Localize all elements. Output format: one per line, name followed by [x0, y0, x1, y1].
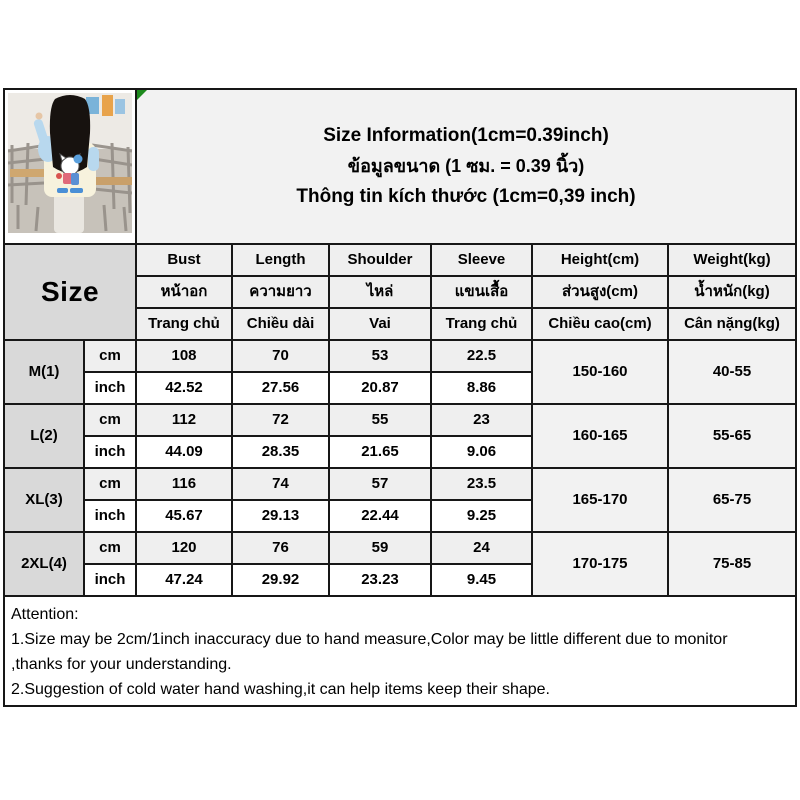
value-xl-bust-cm: 116: [137, 469, 231, 499]
value-l-sleeve-cm: 23: [432, 405, 531, 435]
value-2xl-bust-inch: 47.24: [137, 565, 231, 595]
title-english: Size Information(1cm=0.39inch): [323, 125, 609, 147]
size-information-title-block: [137, 90, 795, 243]
size-header-cell: Size: [5, 245, 135, 339]
title-thai: ข้อมูลขนาด (1 ซม. = 0.39 นิ้ว): [347, 156, 585, 177]
value-l-shoulder-inch: 21.65: [330, 437, 430, 467]
value-m-height: 150-160: [533, 341, 667, 403]
col-header-height-en: Height(cm): [533, 245, 667, 275]
unit-cm: cm: [85, 405, 135, 435]
title-vietnamese: Thông tin kích thước (1cm=0,39 inch): [296, 185, 636, 207]
unit-cm: cm: [85, 341, 135, 371]
value-m-sleeve-cm: 22.5: [432, 341, 531, 371]
model-back-view-illustration: [8, 93, 132, 233]
unit-cm: cm: [85, 469, 135, 499]
col-header-bust-en: Bust: [137, 245, 231, 275]
col-header-length-th: ความยาว: [233, 277, 328, 307]
value-m-length-cm: 70: [233, 341, 328, 371]
value-m-bust-cm: 108: [137, 341, 231, 371]
row-label-xl: XL(3): [5, 469, 83, 531]
value-m-weight: 40-55: [669, 341, 795, 403]
value-2xl-shoulder-cm: 59: [330, 533, 430, 563]
value-l-sleeve-inch: 9.06: [432, 437, 531, 467]
col-header-sleeve-th: แขนเสื้อ: [432, 277, 531, 307]
size-chart-sheet: [3, 88, 797, 707]
value-2xl-height: 170-175: [533, 533, 667, 595]
col-header-weight-en: Weight(kg): [669, 245, 795, 275]
value-m-bust-inch: 42.52: [137, 373, 231, 403]
value-xl-weight: 65-75: [669, 469, 795, 531]
value-xl-height: 165-170: [533, 469, 667, 531]
attention-note: [5, 597, 795, 705]
value-xl-shoulder-cm: 57: [330, 469, 430, 499]
col-header-height-th: ส่วนสูง(cm): [533, 277, 667, 307]
col-header-shoulder-vi: Vai: [330, 309, 430, 339]
value-xl-length-cm: 74: [233, 469, 328, 499]
col-header-sleeve-en: Sleeve: [432, 245, 531, 275]
value-m-length-inch: 27.56: [233, 373, 328, 403]
col-header-bust-th: หน้าอก: [137, 277, 231, 307]
value-2xl-bust-cm: 120: [137, 533, 231, 563]
attention-line-1: 1.Size may be 2cm/1inch inaccuracy due to hand measure,Color may be little different due to monitor: [11, 631, 728, 648]
value-xl-shoulder-inch: 22.44: [330, 501, 430, 531]
value-2xl-sleeve-inch: 9.45: [432, 565, 531, 595]
col-header-bust-vi: Trang chủ: [137, 309, 231, 339]
unit-cm: cm: [85, 533, 135, 563]
col-header-weight-vi: Cân nặng(kg): [669, 309, 795, 339]
col-header-sleeve-vi: Trang chủ: [432, 309, 531, 339]
value-m-shoulder-cm: 53: [330, 341, 430, 371]
value-m-shoulder-inch: 20.87: [330, 373, 430, 403]
col-header-length-en: Length: [233, 245, 328, 275]
unit-inch: inch: [85, 437, 135, 467]
value-2xl-sleeve-cm: 24: [432, 533, 531, 563]
value-l-weight: 55-65: [669, 405, 795, 467]
value-l-bust-inch: 44.09: [137, 437, 231, 467]
value-l-length-inch: 28.35: [233, 437, 328, 467]
col-header-shoulder-en: Shoulder: [330, 245, 430, 275]
row-label-m: M(1): [5, 341, 83, 403]
attention-line-2: 2.Suggestion of cold water hand washing,it can help items keep their shape.: [11, 681, 550, 698]
unit-inch: inch: [85, 373, 135, 403]
product-photo: [5, 90, 135, 243]
col-header-shoulder-th: ไหล่: [330, 277, 430, 307]
attention-heading: Attention:: [11, 606, 79, 623]
value-xl-length-inch: 29.13: [233, 501, 328, 531]
col-header-length-vi: Chiều dài: [233, 309, 328, 339]
value-m-sleeve-inch: 8.86: [432, 373, 531, 403]
unit-inch: inch: [85, 565, 135, 595]
value-2xl-shoulder-inch: 23.23: [330, 565, 430, 595]
value-l-bust-cm: 112: [137, 405, 231, 435]
col-header-weight-th: น้ำหนัก(kg): [669, 277, 795, 307]
unit-inch: inch: [85, 501, 135, 531]
value-2xl-length-inch: 29.92: [233, 565, 328, 595]
value-l-length-cm: 72: [233, 405, 328, 435]
value-l-height: 160-165: [533, 405, 667, 467]
value-l-shoulder-cm: 55: [330, 405, 430, 435]
row-label-l: L(2): [5, 405, 83, 467]
value-2xl-length-cm: 76: [233, 533, 328, 563]
attention-line-1-continued: ,thanks for your understanding.: [11, 656, 232, 673]
value-xl-sleeve-inch: 9.25: [432, 501, 531, 531]
value-2xl-weight: 75-85: [669, 533, 795, 595]
value-xl-bust-inch: 45.67: [137, 501, 231, 531]
col-header-height-vi: Chiều cao(cm): [533, 309, 667, 339]
green-corner-marker: [137, 90, 147, 100]
row-label-2xl: 2XL(4): [5, 533, 83, 595]
value-xl-sleeve-cm: 23.5: [432, 469, 531, 499]
